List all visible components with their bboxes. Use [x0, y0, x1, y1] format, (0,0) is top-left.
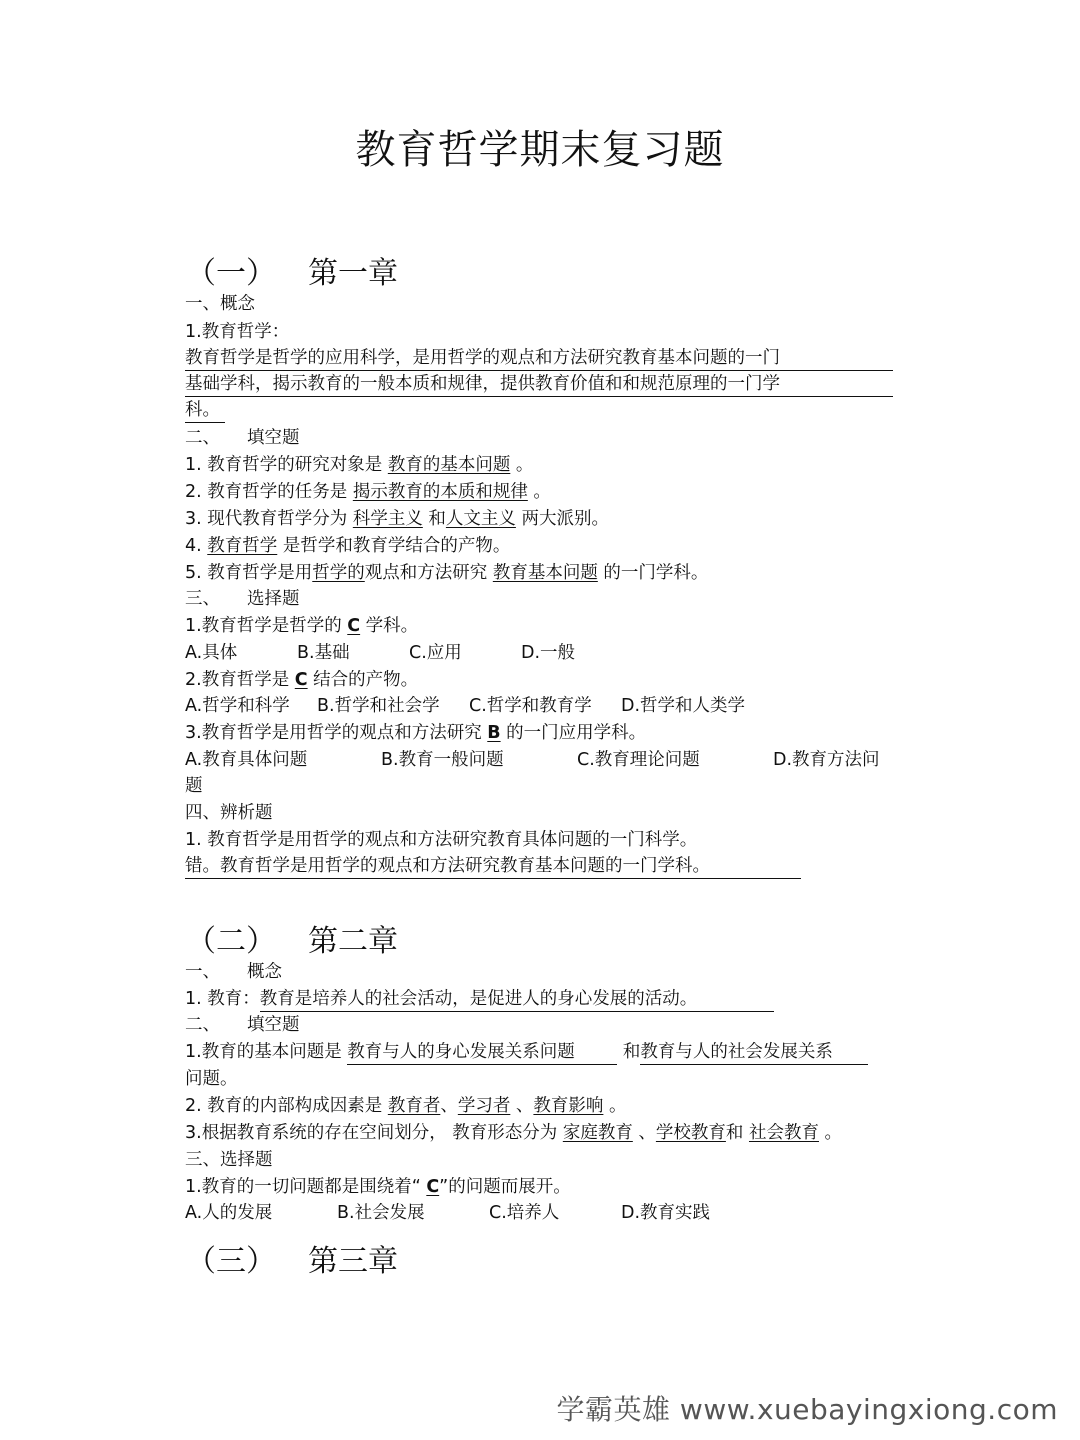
answer: C [294, 670, 308, 690]
ch1-fill-2: 2. 教育哲学的任务是 揭示教育的本质和规律 。 [185, 482, 551, 502]
answer: 家庭教育 [562, 1123, 633, 1143]
answer: 教育的基本问题 [387, 455, 511, 475]
chapter-1-number: （一） [186, 256, 276, 291]
answer: 揭示教育的本质和规律 [352, 482, 528, 502]
ch1-definition-label: 1.教育哲学： [185, 322, 290, 342]
ch1-choice-1-options: A.具体 B.基础 C.应用 D.一般 [185, 643, 576, 663]
ch2-section-fill: 二、 填空题 [185, 1015, 300, 1035]
ch1-definition-line-2: 基础学科，揭示教育的一般本质和规律，提供教育价值和和规范原理的一门学 [185, 372, 893, 397]
ch1-definition-line-3: 科。 [185, 398, 225, 423]
ch1-fill-3: 3. 现代教育哲学分为 科学主义 和人文主义 两大派别。 [185, 509, 609, 529]
ch2-fill-1-wrap: 问题。 [185, 1069, 238, 1089]
ch2-fill-1: 1.教育的基本问题是 教育与人的身心发展关系问题 和教育与人的社会发展关系 [185, 1040, 868, 1065]
answer: 社会教育 [748, 1123, 819, 1143]
chapter-2-name: 第二章 [308, 924, 398, 959]
ch1-choice-3-options: A.教育具体问题 B.教育一般问题 C.教育理论问题 D.教育方法问 [185, 750, 880, 770]
answer: 教育影响 [533, 1096, 604, 1116]
answer: B [487, 723, 501, 743]
chapter-3-name: 第三章 [308, 1244, 398, 1279]
answer: 科学主义 [352, 509, 423, 529]
ch2-fill-2: 2. 教育的内部构成因素是 教育者、学习者 、教育影响 。 [185, 1096, 627, 1116]
ch1-choice-1: 1.教育哲学是哲学的 C 学科。 [185, 616, 419, 636]
ch2-choice-1: 1.教育的一切问题都是围绕着“ C”的问题而展开。 [185, 1177, 571, 1197]
ch1-fill-5: 5. 教育哲学是用哲学的观点和方法研究 教育基本问题 的一门学科。 [185, 563, 709, 583]
answer: 教育基本问题 [492, 563, 598, 583]
ch1-choice-3: 3.教育哲学是用哲学的观点和方法研究 B 的一门应用学科。 [185, 723, 647, 743]
ch1-section-judge: 四、辨析题 [185, 803, 273, 823]
ch2-section-concept: 一、 概念 [185, 962, 282, 982]
ch1-judge-1: 1. 教育哲学是用哲学的观点和方法研究教育具体问题的一门科学。 [185, 830, 698, 850]
ch1-choice-2: 2.教育哲学是 C 结合的产物。 [185, 670, 419, 690]
ch1-section-choice: 三、 选择题 [185, 589, 300, 609]
chapter-2-heading [186, 916, 398, 960]
ch1-choice-2-options: A.哲学和科学 B.哲学和社会学 C.哲学和教育学 D.哲学和人类学 [185, 696, 746, 716]
answer: 教育与人的身心发展关系问题 [347, 1040, 617, 1065]
answer: 人文主义 [445, 509, 516, 529]
answer: 哲学的 [312, 563, 365, 583]
chapter-1-name: 第一章 [308, 256, 398, 291]
ch2-definition-1: 1. 教育：教育是培养人的社会活动，是促进人的身心发展的活动。 [185, 987, 774, 1012]
answer: 教育哲学 [207, 536, 278, 556]
ch2-choice-1-options: A.人的发展 B.社会发展 C.培养人 D.教育实践 [185, 1203, 711, 1223]
answer: 教育是培养人的社会活动，是促进人的身心发展的活动。 [260, 987, 774, 1012]
ch1-choice-3-options-wrap: 题 [185, 776, 203, 796]
answer: C [347, 616, 361, 636]
ch1-fill-4: 4. 教育哲学 是哲学和教育学结合的产物。 [185, 536, 511, 556]
chapter-1-heading [186, 248, 398, 292]
answer: 教育者 [387, 1096, 441, 1116]
answer: C [426, 1177, 440, 1197]
ch1-definition-line-1: 教育哲学是哲学的应用科学，是用哲学的观点和方法研究教育基本问题的一门 [185, 346, 893, 371]
ch1-section-fill: 二、 填空题 [185, 428, 300, 448]
answer: 学习者 [457, 1096, 511, 1116]
ch1-judge-1-answer: 错。教育哲学是用哲学的观点和方法研究教育基本问题的一门学科。 [185, 854, 801, 879]
answer: 学校教育 [655, 1123, 726, 1143]
ch2-section-choice: 三、选择题 [185, 1150, 273, 1170]
ch1-section-concept: 一、概念 [185, 294, 255, 314]
chapter-2-number: （二） [186, 924, 276, 959]
watermark: 学霸英雄 www.xuebayingxiong.com [556, 1393, 1058, 1426]
ch1-fill-1: 1. 教育哲学的研究对象是 教育的基本问题 。 [185, 455, 534, 475]
answer: 教育与人的社会发展关系 [640, 1040, 868, 1065]
chapter-3-number: （三） [186, 1244, 276, 1279]
document-title: 教育哲学期末复习题 [355, 127, 725, 173]
ch2-fill-3: 3.根据教育系统的存在空间划分， 教育形态分为 家庭教育 、学校教育和 社会教育 。 [185, 1123, 843, 1143]
chapter-3-heading [186, 1236, 398, 1280]
